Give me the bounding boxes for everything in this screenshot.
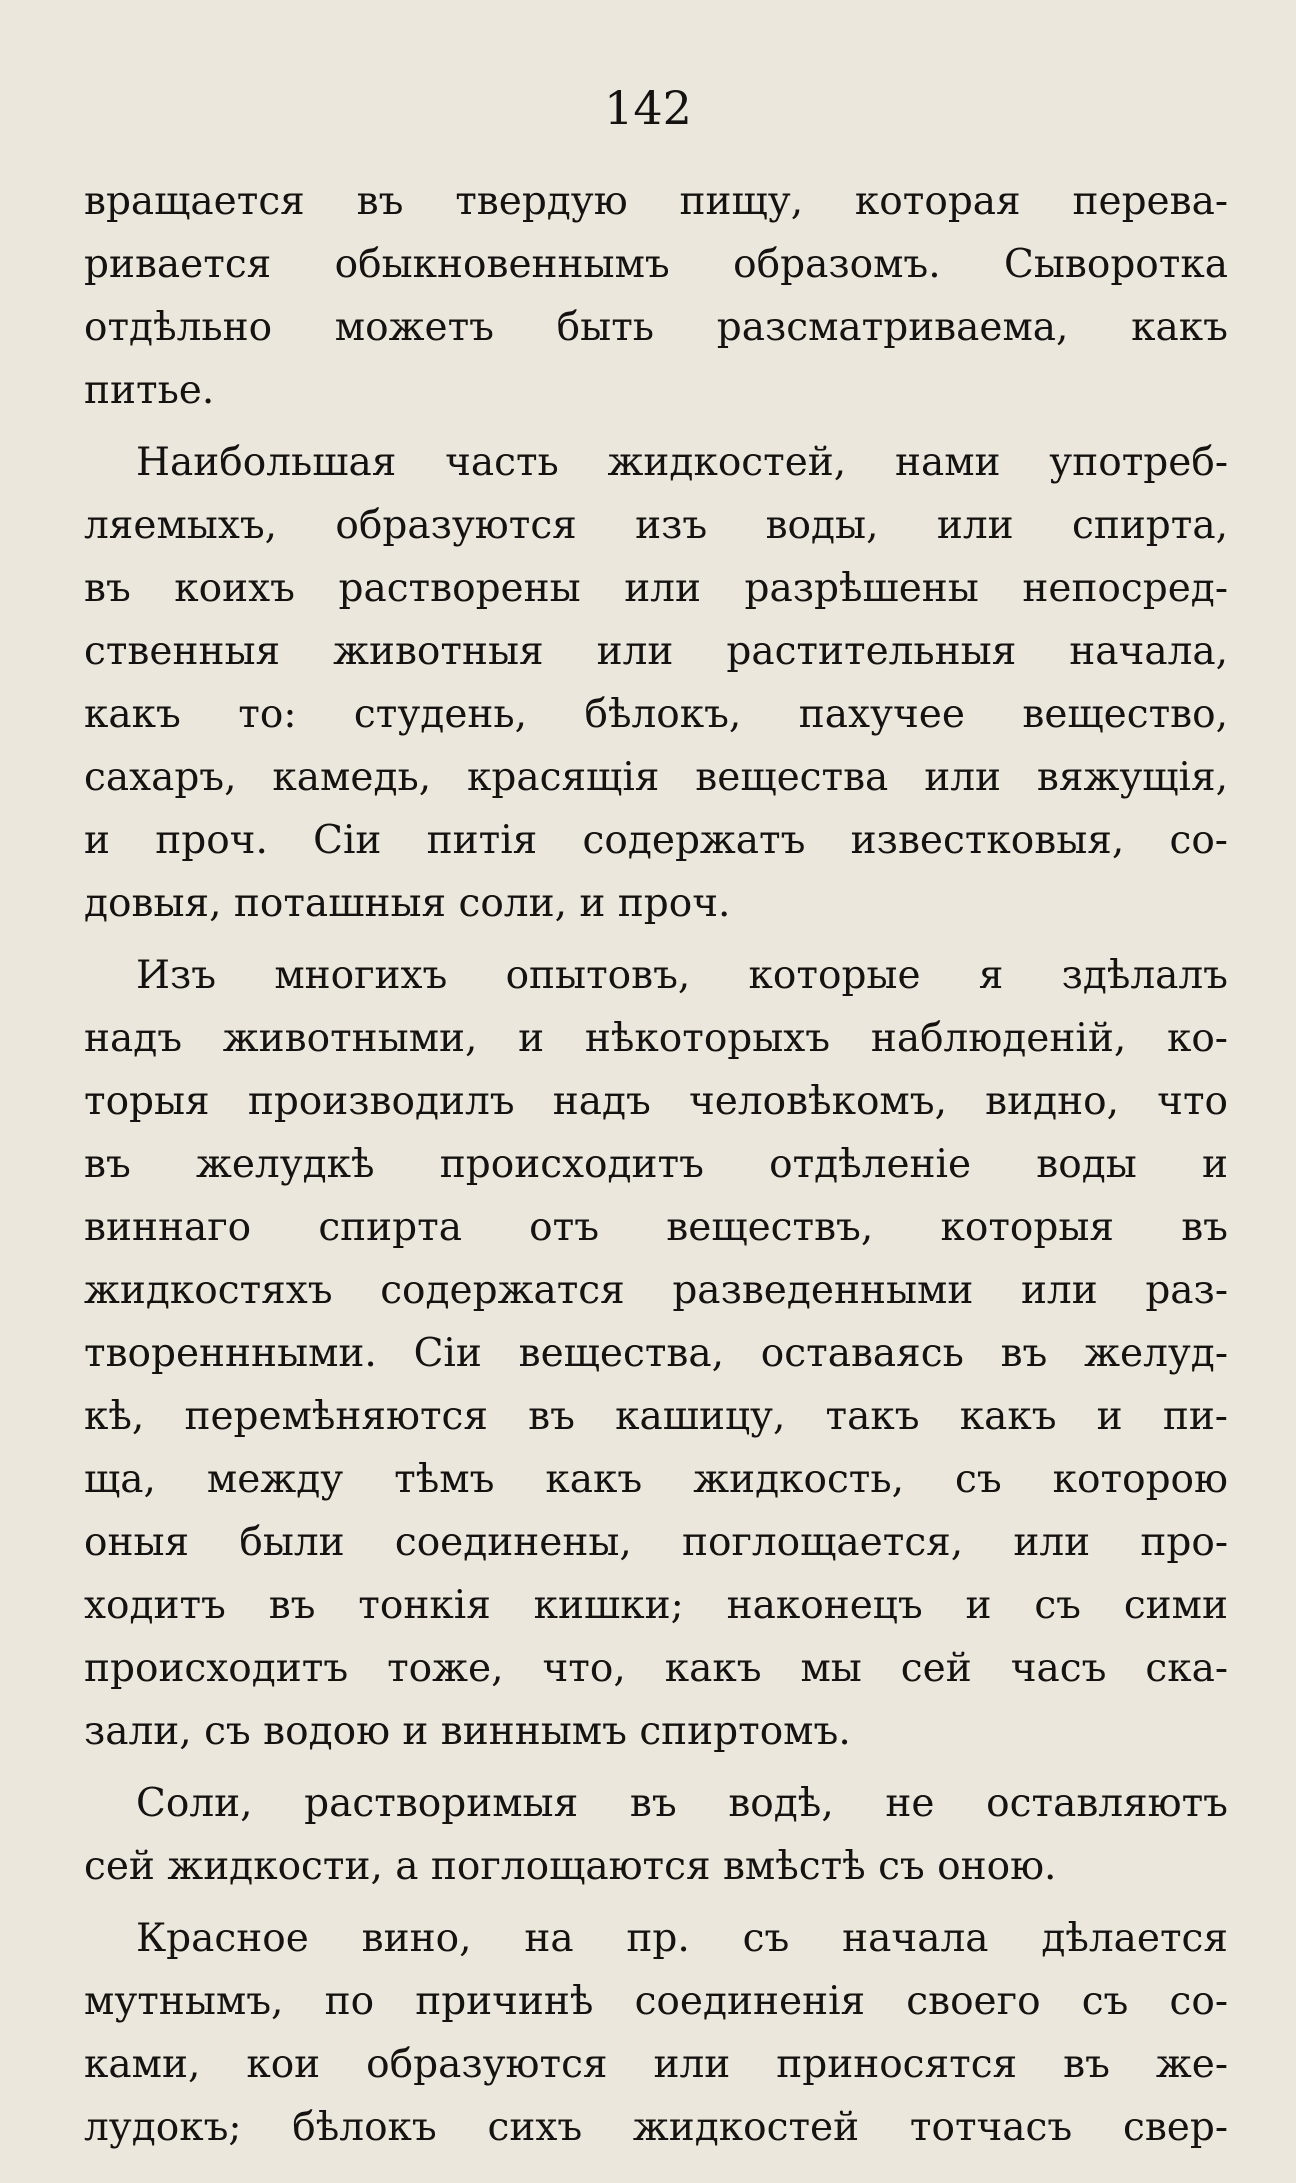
text-line: лудокъ; бѣлокъ сихъ жидкостей тотчасъ свер- [84,2105,1228,2150]
text-line: торыя производилъ надъ человѣкомъ, видно, что [84,1079,1228,1124]
text-line: жидкостяхъ содержатся разведенными или раз- [84,1268,1228,1313]
text-line: какъ то: студень, бѣлокъ, пахучее вещество, [84,692,1228,737]
text-line: мутнымъ, по причинѣ соединенія своего съ со- [84,1979,1228,2024]
text-line: зали, съ водою и виннымъ спиртомъ. [84,1709,851,1754]
text-line: оныя были соединены, поглощается, или про- [84,1520,1228,1565]
text-line: питье. [84,368,215,413]
text-line: виннаго спирта отъ веществъ, которыя въ [84,1205,1228,1250]
text-line: Наибольшая часть жидкостей, нами употреб- [136,440,1228,485]
text-line: надъ животными, и нѣкоторыхъ наблюденій, ко- [84,1016,1228,1061]
text-line: въ коихъ растворены или разрѣшены непосред- [84,566,1228,611]
text-line: сахаръ, камедь, красящія вещества или вяжущія, [84,755,1228,800]
text-line: отдѣльно можетъ быть разсматриваема, какъ [84,305,1228,350]
text-line: ходитъ въ тонкія кишки; наконецъ и съ сими [84,1583,1228,1628]
text-line: въ желудкѣ происходитъ отдѣленіе воды и [84,1142,1228,1187]
text-line: кѣ, перемѣняются въ кашицу, такъ какъ и пи- [84,1394,1228,1439]
text-line: Изъ многихъ опытовъ, которые я здѣлалъ [136,953,1228,998]
text-line: ривается обыкновеннымъ образомъ. Сыворотка [84,242,1228,287]
text-line: ственныя животныя или растительныя начала, [84,629,1228,674]
text-line: вращается въ твердую пищу, которая перева- [84,179,1228,224]
text-line: Красное вино, на пр. съ начала дѣлается [136,1916,1228,1961]
text-line: происходитъ тоже, что, какъ мы сей часъ ска- [84,1646,1228,1691]
body-text [84,170,1228,2159]
text-line: довыя, поташныя соли, и проч. [84,881,731,926]
text-line: Соли, растворимыя въ водѣ, не оставляютъ [136,1781,1228,1826]
text-line: ками, кои образуются или приносятся въ же- [84,2042,1228,2087]
text-line: сей жидкости, а поглощаются вмѣстѣ съ оною. [84,1844,1057,1889]
text-line: и проч. Сіи питія содержатъ известковыя, со- [84,818,1228,863]
text-line: ляемыхъ, образуются изъ воды, или спирта, [84,503,1228,548]
text-line: твореннными. Сіи вещества, оставаясь въ желуд- [84,1331,1228,1376]
text-line: ща, между тѣмъ какъ жидкость, съ которою [84,1457,1228,1502]
page-number: 142 [604,81,692,135]
